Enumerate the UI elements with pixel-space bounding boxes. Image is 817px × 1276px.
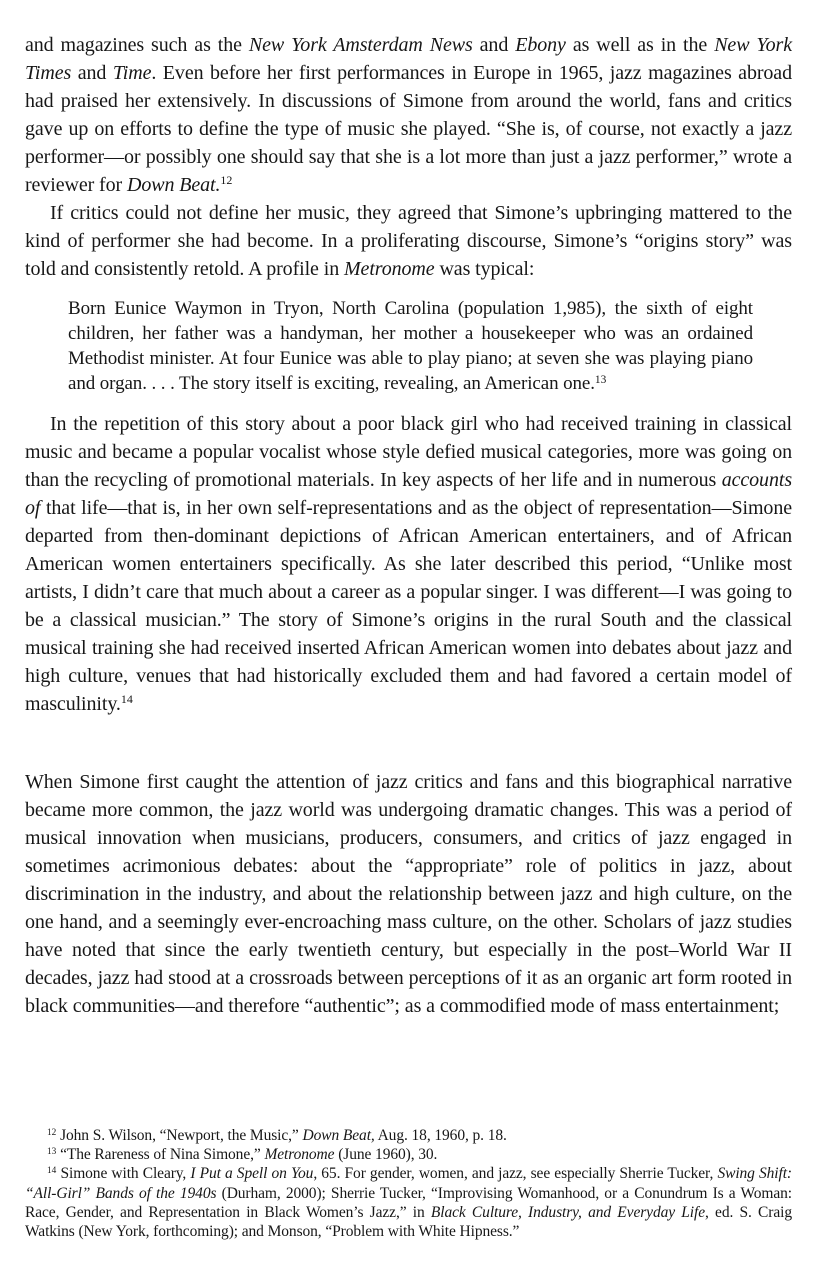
footnote-reference: 13 <box>594 373 607 386</box>
text-run: John S. Wilson, “Newport, the Music,” <box>56 1127 303 1144</box>
italic-text-run: Down Beat, <box>302 1127 375 1144</box>
text-run: as well as in the <box>565 34 715 56</box>
footnote-12 <box>25 1126 792 1145</box>
text-run: and <box>71 62 113 84</box>
text-run: (Durham, 2000); Sherrie Tucker, “Improvising Womanhood, or a Conundrum Is a Woman: Race, Gender, and Representation in Black Women’s Jazz,” in <box>25 1184 792 1221</box>
footnote-14 <box>25 1164 792 1241</box>
text-run: , ed. S. Craig Watkins (New York, forthcoming); and Monson, “Problem with White Hipness.” <box>25 1203 792 1241</box>
text-run: If critics could not define her music, they agreed that Simone’s upbringing mattered to the kind of performer she had become. In a proliferating discourse, Simone’s “origins story” was told and consistently retold. A profile in <box>25 202 792 280</box>
text-run: was typical: <box>434 258 535 280</box>
italic-text-run: Ebony <box>515 34 566 56</box>
text-run: . Even before her first performances in Europe in 1965, jazz magazines abroad had praised her extensively. In discussions of Simone from around the world, fans and critics gave up on efforts to define the type of music she played. “She is, of course, not exactly a jazz performer—or possibly one should say that she is a lot more than just a jazz performer,” wrote a reviewer for <box>25 62 792 196</box>
text-run: “The Rareness of Nina Simone,” <box>56 1146 265 1164</box>
footnote-reference: 13 <box>47 1147 57 1158</box>
text-run: Simone with Cleary, <box>56 1165 191 1183</box>
italic-text-run: Black Culture, Industry, and Everyday Life <box>430 1203 705 1221</box>
footnote-reference: 14 <box>47 1166 57 1177</box>
italic-text-run: Down Beat. <box>126 174 221 196</box>
paragraph-critics-upbringing <box>25 199 792 283</box>
footnotes-block <box>25 1126 792 1241</box>
italic-text-run: Time <box>112 62 152 84</box>
text-run: In the repetition of this story about a poor black girl who had received training in classical music and became a popular vocalist whose style defied musical categories, more was going on than the recycling of promotional materials. In key aspects of her life and in numerous <box>25 413 792 491</box>
italic-text-run: Metronome <box>264 1146 335 1164</box>
text-run: When Simone first caught the attention of jazz critics and fans and this biographical narrative became more common, the jazz world was undergoing dramatic changes. This was a period of musical innovation when musicians, producers, consumers, and critics of jazz engaged in sometimes acrimonious debates: about the “appropriate” role of politics in jazz, about discrimination in the industry, and about the relationship between jazz and high culture, on the one hand, and a seemingly ever-encroaching mass culture, on the other. Scholars of jazz studies have noted that since the early twentieth century, but especially in the post–World War II decades, jazz had stood at a crossroads between perceptions of it as an organic art form rooted in black communities—and therefore “authentic”; as a commodified mode of mass entertainment; <box>25 771 792 1017</box>
paragraph-repetition-of-story <box>25 410 792 718</box>
footnote-reference: 14 <box>120 692 133 707</box>
blockquote-metronome-profile <box>68 296 753 396</box>
footnote-reference: 12 <box>220 173 233 188</box>
text-run: and <box>472 34 516 56</box>
text-run: Born Eunice Waymon in Tryon, North Carolina (population 1,985), the sixth of eight children, her father was a handyman, her mother a housekeeper who was an ordained Methodist minister. At four Eunice was able to play piano; at seven she was playing piano and organ. . . . The story itself is exciting, revealing, an American one. <box>68 298 753 394</box>
text-run: (June 1960), 30. <box>334 1146 438 1164</box>
footnote-reference: 12 <box>47 1127 57 1138</box>
italic-text-run: Metronome <box>344 258 435 280</box>
footnote-13 <box>25 1145 792 1164</box>
text-run: and magazines such as the <box>25 34 249 56</box>
text-run: Aug. 18, 1960, p. 18. <box>374 1127 507 1144</box>
text-run: that life—that is, in her own self-representations and as the object of representation—Simone departed from then-dominant depictions of African American entertainers, and of African American women entertainers specifically. As she later described this period, “Unlike most artists, I didn’t care that much about a career as a popular singer. I was different—I was going to be a classical musician.” The story of Simone’s origins in the rural South and the classical musical training she had received inserted African American women into debates about jazz and high culture, venues that had historically excluded them and had favored a certain model of masculinity. <box>25 497 792 715</box>
italic-text-run: I Put a Spell on You <box>190 1165 314 1183</box>
italic-text-run: Swing Shift: “All-Girl” Bands of the 1940s <box>25 1165 792 1202</box>
italic-text-run: New York Times <box>25 34 792 84</box>
text-run: , 65. For gender, women, and jazz, see especially Sherrie Tucker, <box>313 1165 718 1183</box>
paragraph-magazines-continuation <box>25 31 792 199</box>
italic-text-run: accounts of <box>25 469 792 519</box>
paragraph-jazz-world-changes <box>25 768 792 1020</box>
italic-text-run: New York Amsterdam News <box>248 34 473 56</box>
